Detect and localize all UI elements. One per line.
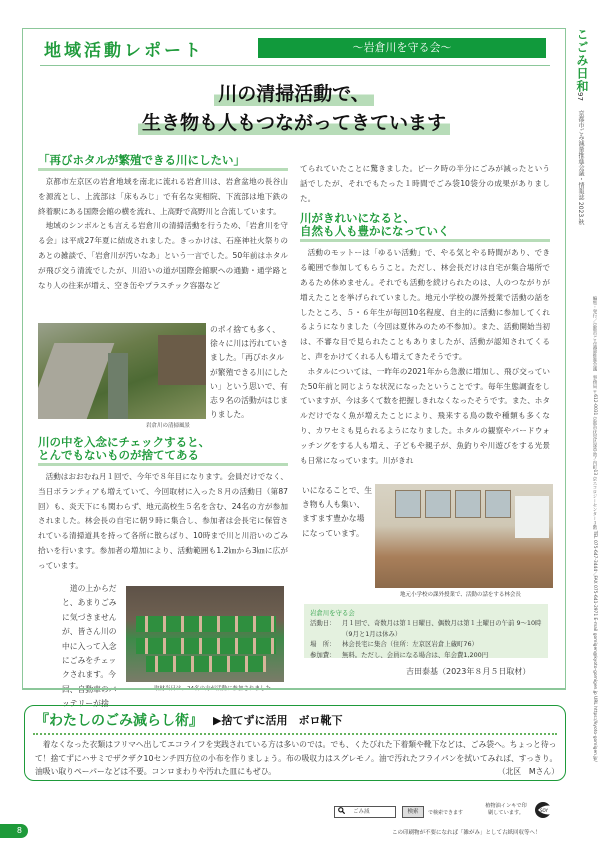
search-input[interactable]: ごみ減 <box>334 806 396 818</box>
newsletter-sidebar <box>570 28 600 848</box>
photo-caption: 岩倉川の清掃風景 <box>146 423 191 429</box>
headline <box>22 78 566 136</box>
paragraph: 地域のシンボルとも言える岩倉川の清掃活動を行うため、「岩倉川を守る会」は平成27年夏に結成されました。きっかけは、石座神社火祭りのあとの雑談で、「岩倉川が汚いなあ」という一言でした。50年前はホタルが飛び交う清流でしたが、川沿いの道が国際会館駅への通勤・通学路となり人の往来が増え、空き缶やプラスチック容器など <box>38 221 288 290</box>
publisher-info: 編集・発行／京都市ごみ減量推進会議 事務局 〒612-0031 京都市伏見区深草池ノ内町13 京エコロジーセンター３階 TEL 075-647-3444／FAX 075-641-2971 E-mail gomigen@kyoto-gomigen.jp URL https://kyoto-gomigen.jp/ <box>592 296 597 762</box>
issue-number: 97 <box>576 92 584 101</box>
tips-author: （北区 Mさん） <box>497 767 559 777</box>
organization-banner: ～岩倉川を守る会～ <box>258 38 546 58</box>
info-title: 岩倉川を守る会 <box>310 609 355 617</box>
group-photo <box>126 586 284 682</box>
page-header <box>40 36 550 66</box>
search-button[interactable]: 検索 <box>402 806 424 818</box>
search-note: で検索できます <box>428 810 464 816</box>
section-title: 地域活動レポート <box>44 41 204 61</box>
photo-caption: 取材当日は、24名の方が活動に参加されました <box>154 686 272 692</box>
subheading-nature: 川がきれいになると、 自然も人も豊かになっていく <box>300 212 550 242</box>
paragraph-wrap: のポイ捨ても多く、徐々に川は汚れていきました。「再びホタルが繁殖できる川にしたい」という思いで、有志９名の活動がはじまりました。 <box>210 325 288 420</box>
tips-title: 『わたしのごみ減らし術』 <box>35 713 203 729</box>
page-number: 8 <box>0 824 28 838</box>
paragraph: 活動のモットーは「ゆるい活動」で、やる気とやる時間があり、できる範囲で参加してもらうこと。ただし、林会長だけは自宅が集合場所であるため休めません。それでも活動を続けられたのは、人のつながりが増えたことを挙げられていました。地元小学校の課外授業で活動の話をしたところ、５・６年生が毎回10名程度、自主的に活動に参加してくれるようになりました（今回は夏休みのため不参加）。また、活動開始当初は、不審な目で見られたこともありましたが、活動が認知されてくると、声をかけてくれる人も増えてきたそうです。 <box>300 248 550 361</box>
reporter-credit: 吉田泰基（2023年８月５日取材） <box>406 667 531 676</box>
paragraph-wrap: いになることで、生き物も人も集い、ますます豊かな場になっています。 <box>302 486 373 538</box>
article-left-column <box>38 150 288 293</box>
paragraph: ホタルについては、一昨年の2021年から急激に増加し、飛び交っていた50年前と同じような状況になったということです。毎年生態調査をしていますが、今は多くて数を把握しきれなくなったそうです。また、ホタルだけでなく魚が増えたことにより、飛来する鳥の数や種類も多くなり、カワセミも見られるようになりました。ホタルの観察やバードウォッチングをする人も増え、子どもや親子が、魚釣りや川遊びをする光景も日常になっています。川がきれ <box>300 366 550 465</box>
info-row: 参加費： 無料。ただし、会員になる場合は、年会費1,200円 <box>310 650 489 659</box>
headline-line-2: 生き物も人もつながってきています <box>138 108 450 135</box>
article-bottom-divider <box>22 688 566 690</box>
tips-subtitle: ▶捨てずに活用 ボロ靴下 <box>213 714 343 727</box>
article-right-column <box>300 162 550 468</box>
ink-note: 植物油インキで印刷しています。 <box>485 803 527 816</box>
paragraph: 京都市左京区の岩倉地域を南北に流れる岩倉川は、岩倉盆地の長谷山を源流とし、上流部は「床もみじ」で有名な実相院、下流部は地下鉄の終着駅にある国際会館の横を流れ、上高野で高野川と合流しています。 <box>38 177 288 216</box>
newsletter-subtitle: 京都市ごみ減量推進会議・情報誌 2023.秋 <box>577 110 584 226</box>
article-left-lower <box>38 432 288 574</box>
vegetable-oil-ink-logo-icon <box>534 801 556 819</box>
dotted-divider <box>33 733 557 735</box>
paragraph: てられていたことに驚きました。ピーク時の半分にごみが減ったという話でしたが、それでもたった１時間でごみ袋10袋分の成果がありました。 <box>300 164 550 203</box>
headline-line-1: 川の清掃活動で、 <box>214 79 374 106</box>
river-cleanup-photo <box>38 323 206 419</box>
tips-body: 着なくなった衣類はフリマへ出してエコライフを実践されている方は多いのでは。でも、くたびれた下着類や靴下などは、ごみ袋へ。ちょっと待って！捨てずにハサミでザクザク10センチ四方位の小布を作りましょう。布の吸収力はスグレモノ。油で汚れたフライパンを拭いてみれば、すっきり。油吸い取りペーパーなどは不要。コンロまわりや汚れた皿にもぜひ。 （北区 Mさん） <box>35 738 559 779</box>
paragraph: 活動はおおむね月１回で、今年で８年目になります。会員だけでなく、当日ボランティアも増えていて、今回取材に入った８月の活動日（第87回）も、炎天下にも関わらず、地元高校生５名を含む、24名の方が参加されました。林会長の自宅に朝９時に集合し、参加者は会長宅に保管されている清掃道具を持って各所に散らばり、10時まで川と川沿いのごみ拾いを行います。参加者の増加により、活動範囲も1.2㎞から3㎞に広がっています。 <box>38 472 288 570</box>
newsletter-title: こごみ日和 <box>575 28 589 93</box>
paragraph-wrap: 道の上からだと、あまりごみに気づきませんが、皆さん川の中に入って入念にごみをチェックされます。今回、自動車のバッテリーが捨 <box>62 584 117 709</box>
header-divider <box>40 65 550 66</box>
classroom-photo <box>375 484 553 588</box>
subheading-fireflies: 「再びホタルが繁殖できる川にしたい」 <box>38 154 288 171</box>
tips-box <box>24 705 566 781</box>
info-row: 活動日： 月１回で、奇数月は第１日曜日、偶数月は第１土曜日の午前 9～10時（9月と1月は休み） <box>310 619 542 638</box>
recycle-note: この印刷物が不要になれば「雑がみ」として古紙回収等へ！ <box>392 830 541 836</box>
svg-text:SOY: SOY <box>540 808 548 813</box>
photo-caption: 地元小学校の課外授業で、活動の話をする林会長 <box>400 592 521 598</box>
group-info-box <box>304 604 548 658</box>
info-row: 場 所： 林会長宅に集合（住所：左京区岩倉上蔵町76） <box>310 640 478 649</box>
search-icon <box>338 807 345 818</box>
subheading-check-river: 川の中を入念にチェックすると、 とんでもないものが捨ててある <box>38 436 288 466</box>
